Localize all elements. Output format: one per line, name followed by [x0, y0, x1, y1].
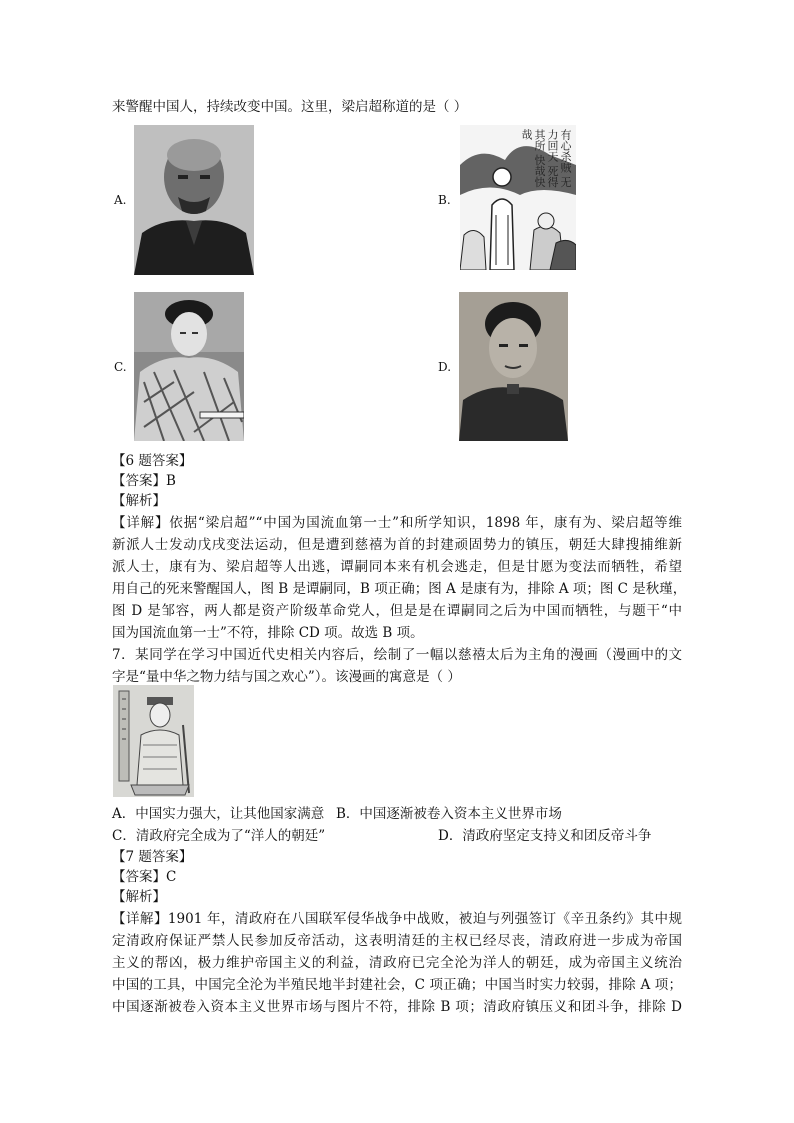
option-d-label: D. [438, 360, 452, 374]
q6-detail-line: 图 D 是邹容，两人都是资产阶级革命党人，但是是在谭嗣同之后为中国而牺牲，与题干“中 [112, 603, 682, 619]
q6-analysis-header: 【解析】 [112, 493, 166, 509]
q7-stem-line: 字是“量中华之物力结与国之欢心”）。该漫画的寓意是（ ） [112, 669, 461, 685]
option-b-cartoon-image [460, 125, 576, 270]
q7-cixi-cartoon-image [113, 685, 194, 797]
option-c-label: C. [114, 360, 127, 374]
q7-detail-line: 主义的帮凶，极力维护帝国主义的利益，清政府已完全沦为洋人的朝廷，成为帝国主义统治 [112, 955, 682, 971]
q7-option-a: A．中国实力强大，让其他国家满意 [112, 806, 325, 822]
q6-detail-line: 用自己的死来警醒国人，图 B 是谭嗣同，B 项正确；图 A 是康有为，排除 A 项；图 C 是秋瑾， [112, 581, 687, 597]
q7-answer: 【答案】C [112, 869, 177, 885]
q7-detail-line: 定清政府保证严禁人民参加反帝活动，这表明清廷的主权已经尽丧，清政府进一步成为帝国 [112, 933, 682, 949]
q7-option-d: D．清政府坚定支持义和团反帝斗争 [438, 828, 652, 844]
q6-detail-line: 新派人士发动戊戌变法运动，但是遭到慈禧为首的封建顽固势力的镇压，朝廷大肆搜捕维新 [112, 537, 682, 553]
q7-detail-line: 中国的工具，中国完全沦为半殖民地半封建社会，C 项正确；中国当时实力较弱，排除 A 项； [112, 977, 682, 993]
q6-intro: 来警醒中国人，持续改变中国。这里，梁启超称道的是（ ） [112, 99, 468, 115]
q7-detail-line: 【详解】1901 年，清政府在八国联军侵华战争中战败，被迫与列强签订《辛丑条约》其中规 [112, 911, 682, 927]
q7-stem-line: 7．某同学在学习中国近代史相关内容后，绘制了一幅以慈禧太后为主角的漫画（漫画中的文 [112, 647, 682, 663]
option-b-label: B. [438, 193, 451, 207]
option-c-portrait-image [134, 292, 244, 441]
q7-option-b: B．中国逐渐被卷入资本主义世界市场 [336, 806, 562, 822]
option-a-portrait-image [134, 125, 254, 275]
q6-answer: 【答案】B [112, 473, 176, 489]
q7-analysis-header: 【解析】 [112, 889, 166, 905]
q6-detail-line: 派人士，康有为、梁启超等人出逃，谭嗣同本来有机会逃走，但是甘愿为变法而牺牲，希望 [112, 559, 682, 575]
q7-detail-line: 中国逐渐被卷入资本主义世界市场与图片不符，排除 B 项；清政府镇压义和团斗争，排除 D [112, 999, 682, 1015]
cartoon-caption-4: 快哉快哉 [520, 129, 546, 188]
cartoon-caption-2: 无力回天 [546, 129, 572, 188]
q6-detail-line: 国为国流血第一士”不符，排除 CD 项。故选 B 项。 [112, 625, 424, 641]
q6-answer-header: 【6 题答案】 [112, 453, 193, 469]
cartoon-caption-1: 有心杀贼 [559, 129, 572, 173]
option-d-portrait-image [459, 292, 568, 441]
q6-detail-line: 【详解】依据“梁启超”“中国为国流血第一士”和所学知识，1898 年，康有为、梁启超等维 [112, 515, 682, 531]
q7-answer-header: 【7 题答案】 [112, 849, 193, 865]
q7-option-c: C．清政府完全成为了“洋人的朝廷” [112, 828, 326, 844]
option-a-label: A. [114, 193, 127, 207]
cartoon-caption-3: 死得其所 [533, 129, 559, 188]
